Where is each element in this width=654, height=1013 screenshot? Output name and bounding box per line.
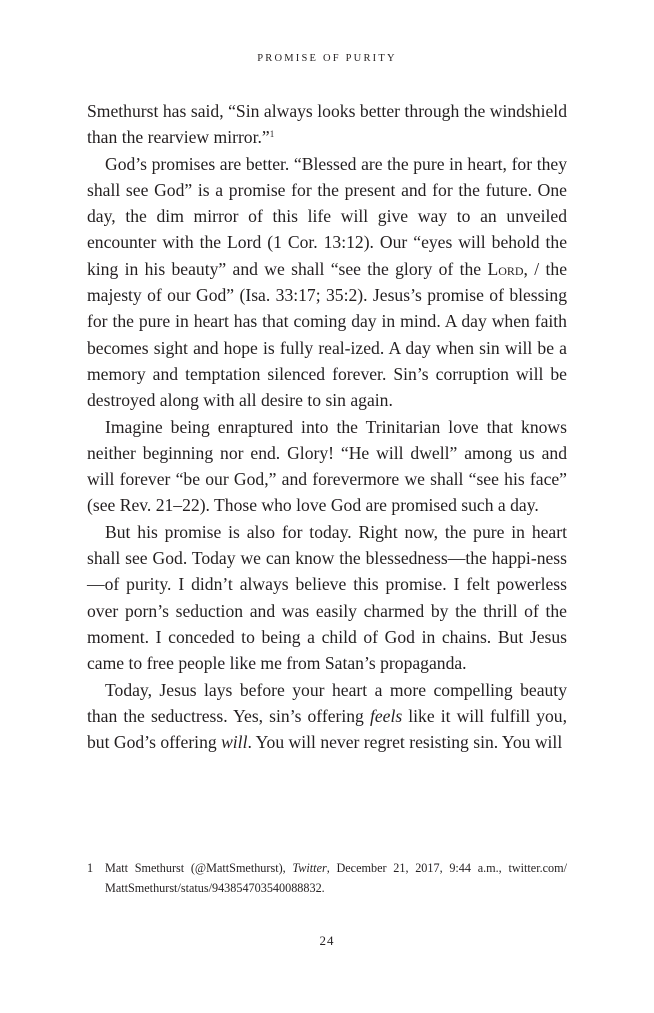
footnote-date: , December 21, 2017, 9:44 a.m., twitter.com/ (326, 861, 567, 875)
small-caps-lord: Lord (487, 258, 524, 279)
italic-word: will (221, 732, 248, 753)
text-line: like it will fulfill you, (402, 705, 567, 726)
text-line: but God’s offering (87, 732, 222, 753)
running-head: PROMISE OF PURITY (257, 53, 397, 64)
text-line: moment. I conceded to being a child of God in chains. But Jesus (87, 626, 567, 647)
text-line: in mind. A day when faith becomes sight and hope is fully real- (87, 311, 567, 358)
text-line: God’s promises are better. “Blessed are the pure in heart, (105, 153, 507, 174)
footnote-author: Matt Smethurst (@MattSmethurst), (105, 861, 293, 875)
text-line: ized. A day when sin will be a memory and temptation silenced (87, 337, 567, 384)
paragraph (87, 414, 567, 519)
text-line: , / the majesty of our God” (Isa. 33:17; 35:2). Jesus’s (87, 258, 567, 306)
footnote-number: 1 (87, 861, 94, 875)
body-text (87, 98, 567, 755)
text-line: Today, Jesus lays before your heart a more compelling beauty (105, 679, 567, 700)
text-line: shall see God. Today we can know the blessedness—the happi- (87, 548, 537, 569)
text-line: ness—of purity. I didn’t always believe this promise. I felt powerless (87, 548, 567, 595)
text-line: forever. Sin’s corruption will be destroyed along with all desire (87, 363, 567, 411)
text-line: Smethurst has said, “Sin always looks better through the windshield (87, 101, 567, 121)
footnote-url: MattSmethurst/status/943854703540088832. (105, 880, 325, 895)
text-line: over porn’s seduction and was easily charmed by the thrill of the (87, 600, 567, 621)
footnote-text (87, 859, 567, 898)
footnote-source: Twitter (292, 861, 327, 875)
paragraph (87, 677, 567, 756)
page-number: 24 (319, 933, 335, 948)
text-line: than the seductress. Yes, sin’s offering (87, 705, 370, 726)
text-line: his face” (see Rev. 21–22). Those who love God are promised (87, 469, 567, 516)
text-line: neither beginning nor end. Glory! “He will dwell” among us (87, 442, 535, 463)
text-line: than the rearview mirror.” (87, 127, 270, 148)
paragraph (87, 519, 567, 677)
text-line: But his promise is also for today. Right now, the pure in heart (105, 521, 567, 542)
footnote-reference: 1 (269, 129, 275, 140)
text-line: such a day. (461, 495, 539, 516)
text-line: future. One day, the dim mirror of this life will give way to an (87, 179, 567, 227)
italic-word: feels (369, 705, 403, 726)
text-line: unveiled encounter with the Lord (1 Cor. 13:12). Our “eyes will (87, 206, 567, 253)
text-line: . You will never regret resisting sin. You will (247, 732, 563, 753)
text-line: Imagine being enraptured into the Trinitarian love that knows (105, 416, 567, 437)
text-line: and will forever “be our God,” and forevermore we shall “see (87, 442, 568, 490)
text-line: the (459, 258, 488, 279)
text-line: to sin again. (307, 390, 393, 411)
paragraph (87, 98, 567, 151)
text-line: behold the king in his beauty” and we shall “see the glory of (87, 232, 568, 279)
paragraph (87, 151, 567, 414)
text-line: for they shall see God” is a promise for the present and for the (87, 153, 567, 200)
text-line: promise of blessing for the pure in heart has that coming day (87, 285, 567, 332)
text-line: came to free people like me from Satan’s propaganda. (87, 653, 467, 674)
footnote (87, 859, 567, 898)
